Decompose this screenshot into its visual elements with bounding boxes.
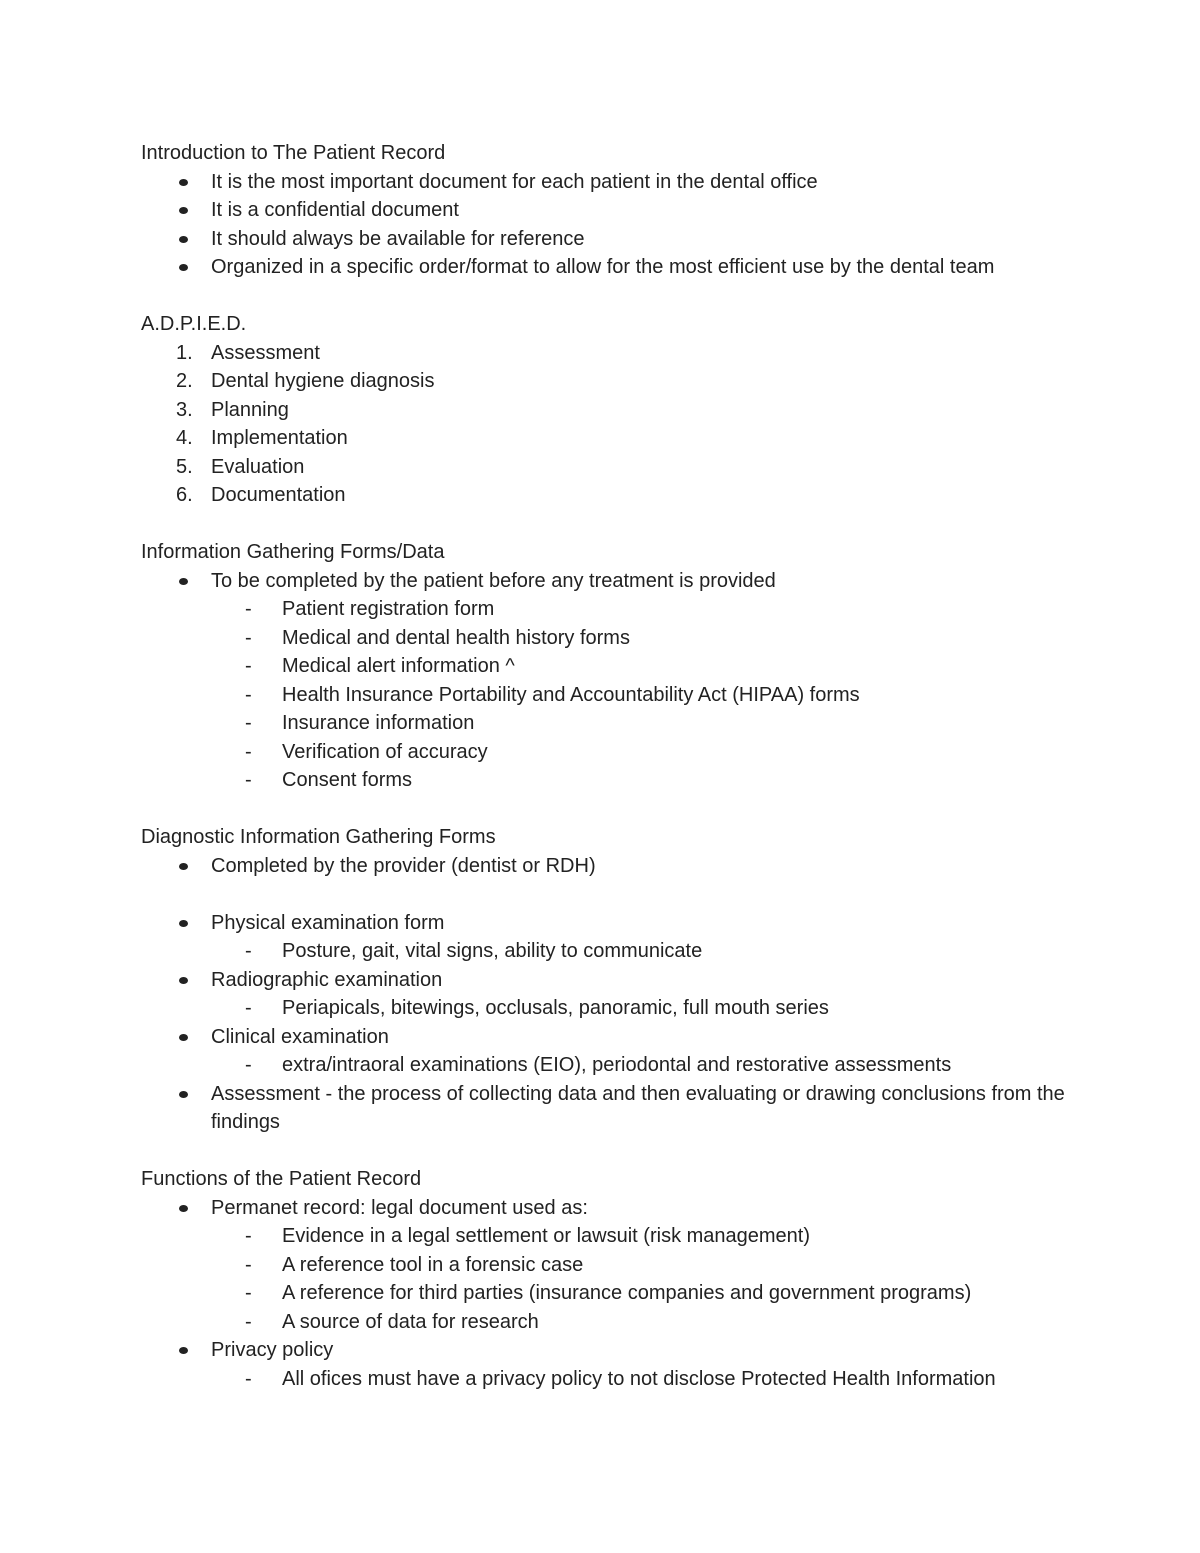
list-item: Organized in a specific order/format to allow for the most efficient use by the dental team xyxy=(141,253,1101,282)
item-number: 3. xyxy=(176,398,193,421)
item-number: 1. xyxy=(176,341,193,364)
sub-list-item: - Medical and dental health history forms xyxy=(141,624,1101,653)
list-item: Physical examination form xyxy=(141,909,1101,938)
bullet-icon xyxy=(179,264,188,271)
spacer xyxy=(141,880,1101,909)
dash-marker: - xyxy=(245,626,252,649)
sub-list-item: - Consent forms xyxy=(141,766,1101,795)
numbered-item: 1. Assessment xyxy=(141,339,1101,368)
list-item: Privacy policy xyxy=(141,1336,1101,1365)
dash-marker: - xyxy=(245,655,252,677)
bullet-icon xyxy=(179,1347,188,1354)
numbered-item: 6. Documentation xyxy=(141,481,1101,510)
dash-marker: - xyxy=(245,1054,252,1076)
sub-list-item: - Medical alert information ^ xyxy=(141,652,1101,681)
sub-list-item: - Patient registration form xyxy=(141,595,1101,624)
item-number: 4. xyxy=(176,427,193,449)
bullet-icon xyxy=(179,207,188,214)
list-item: It is the most important document for each patient in the dental office xyxy=(141,168,1101,197)
dash-marker: - xyxy=(245,769,252,791)
sub-list-item: - A reference tool in a forensic case xyxy=(141,1251,1101,1280)
dash-marker: - xyxy=(245,712,252,734)
dash-marker: - xyxy=(245,940,252,962)
sub-list-item: - extra/intraoral examinations (EIO), periodontal and restorative assessments xyxy=(141,1051,1101,1080)
list-item: Permanet record: legal document used as: xyxy=(141,1194,1101,1223)
dash-marker: - xyxy=(245,1367,252,1390)
sub-list-item: - Health Insurance Portability and Accountability Act (HIPAA) forms xyxy=(141,681,1101,710)
bullet-icon xyxy=(179,578,188,585)
dash-marker: - xyxy=(245,683,252,706)
sub-list-item: - All ofices must have a privacy policy to not disclose Protected Health Information xyxy=(141,1365,1101,1394)
sub-list-item: - Periapicals, bitewings, occlusals, panoramic, full mouth series xyxy=(141,994,1101,1023)
spacer xyxy=(141,510,1101,539)
spacer xyxy=(141,795,1101,824)
dash-marker: - xyxy=(245,1310,252,1333)
bullet-icon xyxy=(179,1091,188,1098)
list-item: To be completed by the patient before any treatment is provided xyxy=(141,567,1101,596)
sub-list-item: - Insurance information xyxy=(141,709,1101,738)
dash-marker: - xyxy=(245,1225,252,1247)
list-item: Radiographic examination xyxy=(141,966,1101,995)
list-item: Clinical examination xyxy=(141,1023,1101,1052)
list-item: Completed by the provider (dentist or RDH) xyxy=(141,852,1101,881)
document-page xyxy=(141,139,1101,1393)
section-heading: Information Gathering Forms/Data xyxy=(141,541,445,563)
numbered-item: 3. Planning xyxy=(141,396,1101,425)
numbered-item: 2. Dental hygiene diagnosis xyxy=(141,367,1101,396)
numbered-item: 5. Evaluation xyxy=(141,453,1101,482)
sub-list-item: - Verification of accuracy xyxy=(141,738,1101,767)
bullet-icon xyxy=(179,920,188,927)
item-number: 2. xyxy=(176,370,193,392)
dash-marker: - xyxy=(245,740,252,763)
section-heading: Functions of the Patient Record xyxy=(141,1168,422,1190)
section-heading: Introduction to The Patient Record xyxy=(141,142,446,164)
list-item: It is a confidential document xyxy=(141,196,1101,225)
bullet-icon xyxy=(179,863,188,870)
numbered-item: 4. Implementation xyxy=(141,424,1101,453)
dash-marker: - xyxy=(245,598,252,620)
dash-marker: - xyxy=(245,997,252,1019)
sub-list-item: - A reference for third parties (insurance companies and government programs) xyxy=(141,1279,1101,1308)
list-item: It should always be available for reference xyxy=(141,225,1101,254)
dash-marker: - xyxy=(245,1253,252,1276)
spacer xyxy=(141,282,1101,311)
item-number: 5. xyxy=(176,455,193,478)
list-item: Assessment - the process of collecting data and then evaluating or drawing conclusions from the findings xyxy=(141,1080,1091,1137)
bullet-icon xyxy=(179,236,188,243)
bullet-icon xyxy=(179,1034,188,1041)
item-number: 6. xyxy=(176,484,193,506)
bullet-icon xyxy=(179,1205,188,1212)
bullet-icon xyxy=(179,179,188,186)
spacer xyxy=(141,1137,1101,1166)
bullet-icon xyxy=(179,977,188,984)
sub-list-item: - Posture, gait, vital signs, ability to communicate xyxy=(141,937,1101,966)
section-heading: Diagnostic Information Gathering Forms xyxy=(141,826,496,848)
dash-marker: - xyxy=(245,1282,252,1304)
sub-list-item: - Evidence in a legal settlement or lawsuit (risk management) xyxy=(141,1222,1101,1251)
section-heading: A.D.P.I.E.D. xyxy=(141,313,247,335)
sub-list-item: - A source of data for research xyxy=(141,1308,1101,1337)
